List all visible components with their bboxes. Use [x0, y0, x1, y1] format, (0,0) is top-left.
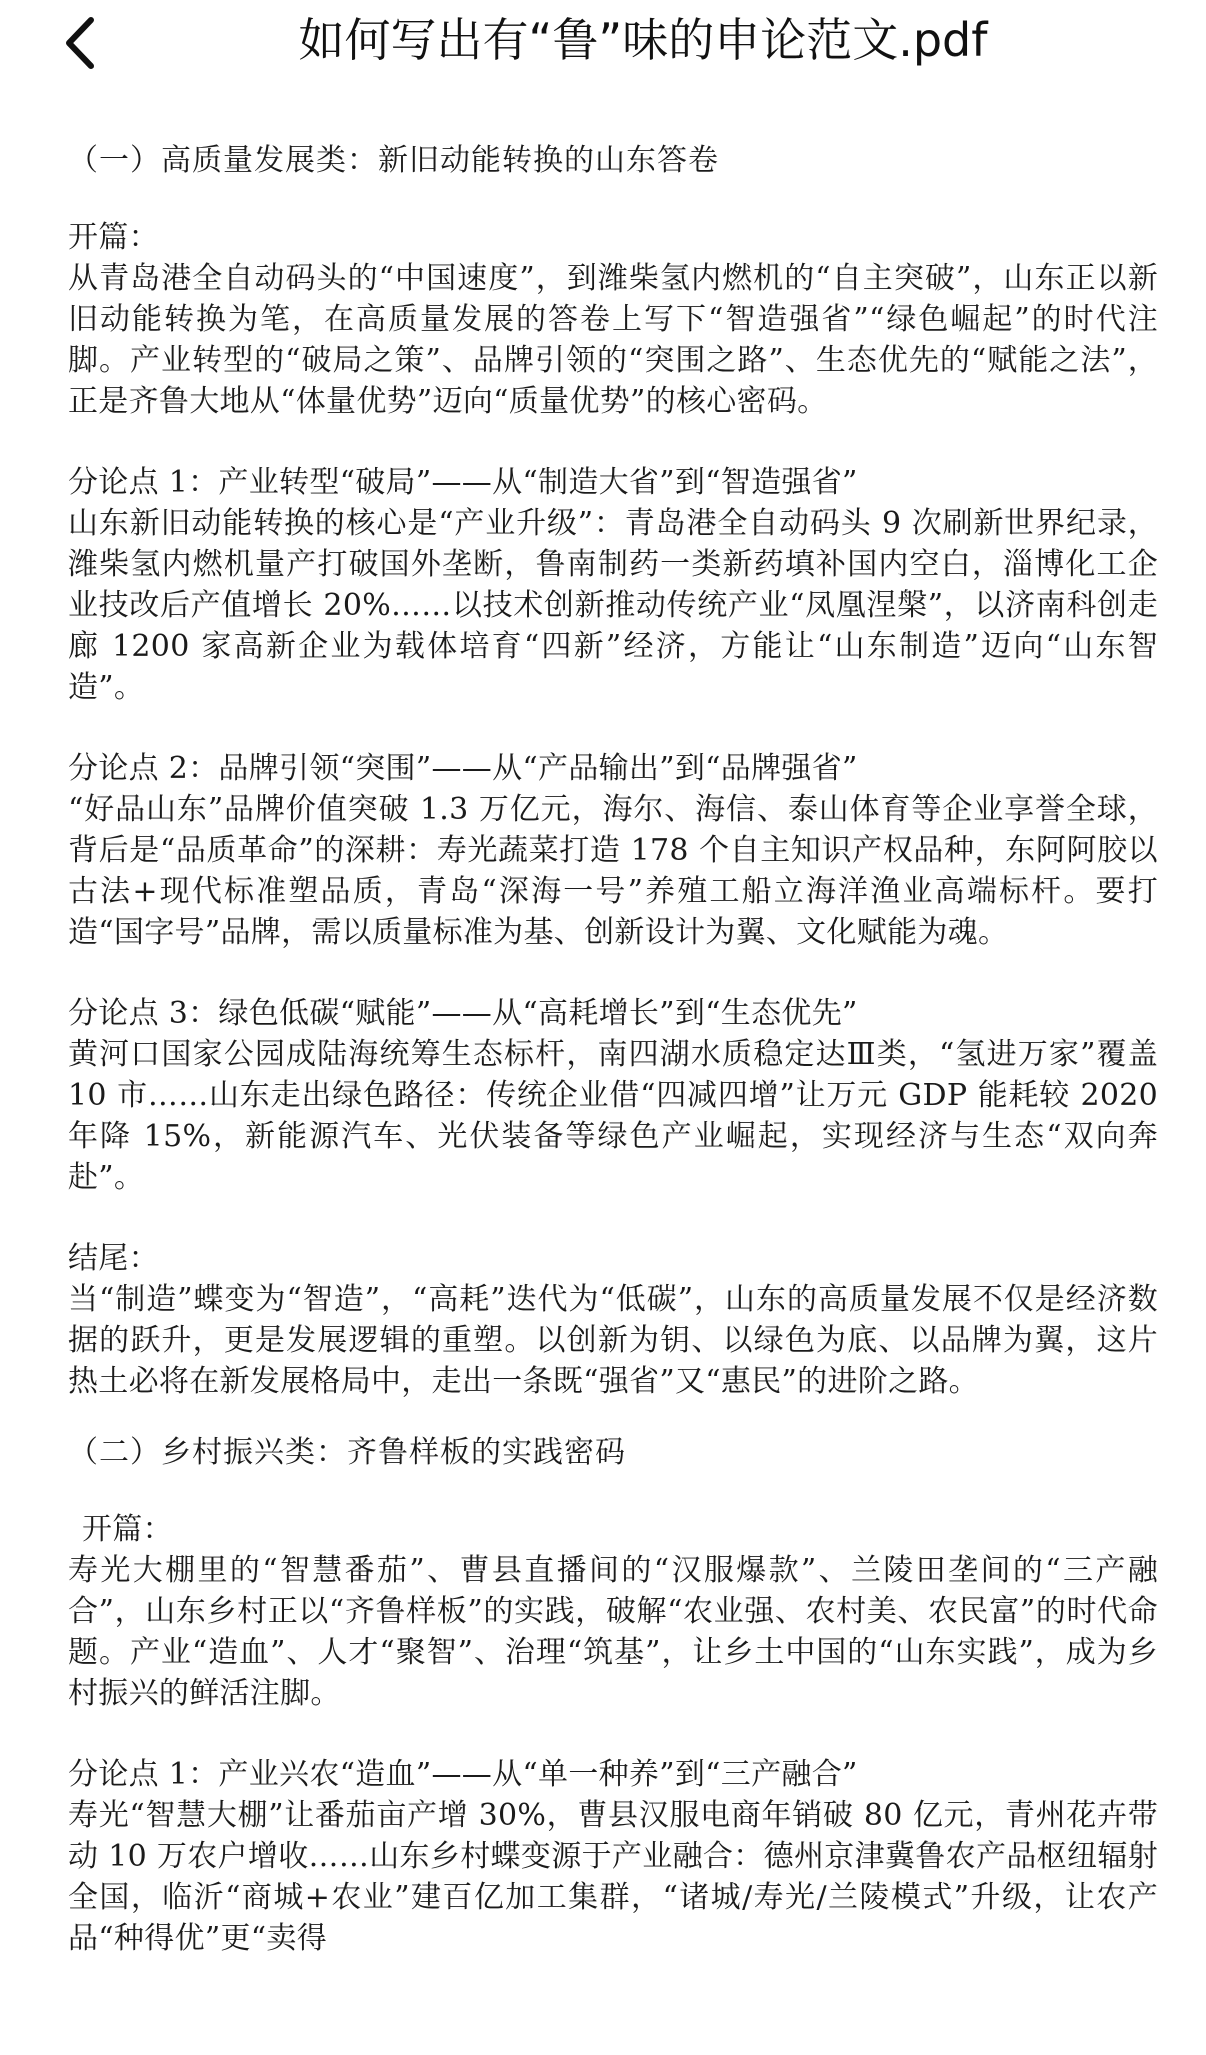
point-3-heading: 分论点 3：绿色低碳“赋能”——从“高耗增长”到“生态优先”	[68, 996, 858, 1031]
point-2-heading: 分论点 2：品牌引领“突围”——从“产品输出”到“品牌强省”	[68, 751, 858, 786]
top-bar	[0, 0, 1206, 90]
ending-paragraph: 当“制造”蝶变为“智造”，“高耗”迭代为“低碳”，山东的高质量发展不仅是经济数据的跃升，更是发展逻辑的重塑。以创新为钥、以绿色为底、以品牌为翼，这片热土必将在新发展格局中，走出一条既“强省”又“惠民”的进阶之路。	[68, 1282, 1158, 1399]
back-button[interactable]	[50, 8, 110, 78]
point-1-paragraph: 山东新旧动能转换的核心是“产业升级”：青岛港全自动码头 9 次刷新世界纪录，潍柴氢内燃机量产打破国外垄断，鲁南制药一类新药填补国内空白，淄博化工企业技改后产值增长 20%……以技术创新推动传统产业“凤凰涅槃”，以济南科创走廊 1200 家高新企业为载体培育“四新”经济，方能让“山东制造”迈向“山东智造”。	[68, 506, 1158, 705]
ending-label: 结尾：	[68, 1241, 159, 1276]
opening-label: 开篇：	[68, 220, 159, 255]
point-1-paragraph: 寿光“智慧大棚”让番茄亩产增 30%，曹县汉服电商年销破 80 亿元，青州花卉带动 10 万农户增收……山东乡村蝶变源于产业融合：德州京津冀鲁农产品枢纽辐射全国，临沂“商城+农业”建百亿加工集群，“诸城/寿光/兰陵模式”升级，让农产品“种得优”更“卖得	[68, 1798, 1158, 1956]
point-1-heading: 分论点 1：产业兴农“造血”——从“单一种养”到“三产融合”	[68, 1757, 858, 1792]
document-body	[68, 140, 1158, 1999]
chevron-left-icon	[63, 16, 97, 70]
opening-label: 开篇：	[82, 1512, 173, 1547]
point-2-paragraph: “好品山东”品牌价值突破 1.3 万亿元，海尔、海信、泰山体育等企业享誉全球，背后是“品质革命”的深耕：寿光蔬菜打造 178 个自主知识产权品种，东阿阿胶以古法+现代标准塑品质，青岛“深海一号”养殖工船立海洋渔业高端标杆。要打造“国字号”品牌，需以质量标准为基、创新设计为翼、文化赋能为魂。	[68, 792, 1158, 950]
point-1-heading: 分论点 1：产业转型“破局”——从“制造大省”到“智造强省”	[68, 465, 858, 500]
pdf-page[interactable]	[0, 95, 1206, 1960]
opening-paragraph: 从青岛港全自动码头的“中国速度”，到潍柴氢内燃机的“自主突破”，山东正以新旧动能转换为笔，在高质量发展的答卷上写下“智造强省”“绿色崛起”的时代注脚。产业转型的“破局之策”、品牌引领的“突围之路”、生态优先的“赋能之法”，正是齐鲁大地从“体量优势”迈向“质量优势”的核心密码。	[68, 261, 1158, 419]
opening-paragraph: 寿光大棚里的“智慧番茄”、曹县直播间的“汉服爆款”、兰陵田垄间的“三产融合”，山东乡村正以“齐鲁样板”的实践，破解“农业强、农村美、农民富”的时代命题。产业“造血”、人才“聚智”、治理“筑基”，让乡土中国的“山东实践”，成为乡村振兴的鲜活注脚。	[68, 1553, 1158, 1711]
point-3-paragraph: 黄河口国家公园成陆海统筹生态标杆，南四湖水质稳定达Ⅲ类，“氢进万家”覆盖 10 市……山东走出绿色路径：传统企业借“四减四增”让万元 GDP 能耗较 2020 年降 15%，新能源汽车、光伏装备等绿色产业崛起，实现经济与生态“双向奔赴”。	[68, 1037, 1158, 1195]
document-title: 如何写出有“鲁”味的申论范文.pdf	[298, 13, 988, 67]
section-title: （一）高质量发展类：新旧动能转换的山东答卷	[68, 143, 719, 178]
watermark-overlay	[420, 2017, 730, 2055]
section-title: （二）乡村振兴类：齐鲁样板的实践密码	[68, 1435, 626, 1470]
